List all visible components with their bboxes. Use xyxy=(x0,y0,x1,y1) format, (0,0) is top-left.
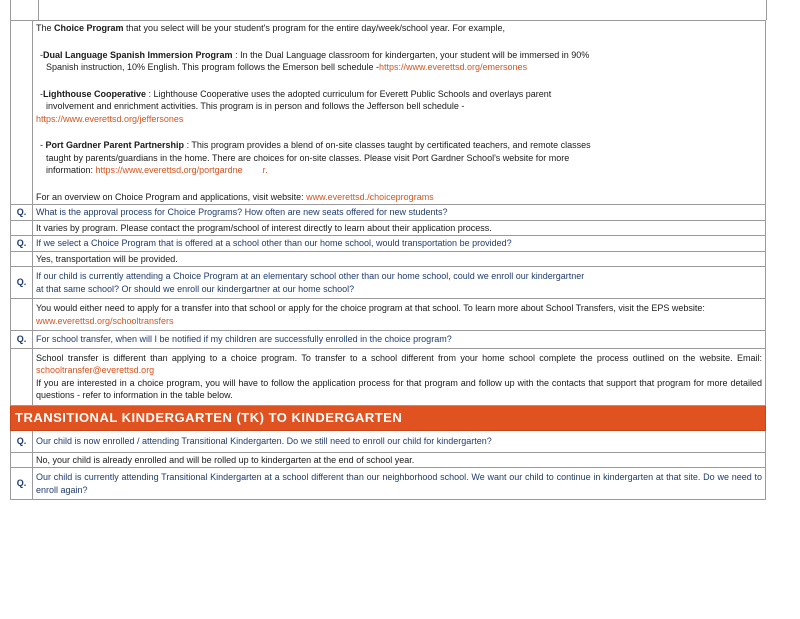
choice-program-cell xyxy=(33,21,766,205)
choice-programs-link[interactable]: www.everettsd./choiceprograms xyxy=(306,191,434,202)
question-row xyxy=(11,431,766,453)
question-marker: Q. xyxy=(11,331,33,349)
overview-line: For an overview on Choice Program and applications, visit website: www.everettsd./choiceprograms xyxy=(36,191,434,202)
answer-text: You would either need to apply for a transfer into that school or apply for the choice program at that school. To learn more about School Transfers, visit the EPS website: www.everettsd.org/schooltransfers xyxy=(33,299,766,331)
emerson-link[interactable]: https://www.everettsd.org/emersones xyxy=(379,62,528,72)
section-title: TRANSITIONAL KINDERGARTEN (TK) TO KINDERGARTEN xyxy=(11,405,766,431)
program-dual-language: -Dual Language Spanish Immersion Program : In the Dual Language classroom for kindergarten, your student will be immersed in 90% Spanish instruction, 10% English. This program follows the Emerson bell schedule -https://www.everettsd.org/emersones xyxy=(40,49,590,72)
answer-text: Yes, transportation will be provided. xyxy=(33,251,766,267)
question-text: What is the approval process for Choice Programs? How often are new seats offered for new students? xyxy=(33,205,766,221)
question-marker: Q. xyxy=(11,205,33,221)
section-header-row xyxy=(11,405,766,431)
answer-row xyxy=(11,220,766,236)
answer-row xyxy=(11,299,766,331)
question-marker: Q. xyxy=(11,236,33,252)
faq-table xyxy=(10,20,766,500)
question-text: If we select a Choice Program that is offered at a school other than our home school, would transportation be provided? xyxy=(33,236,766,252)
choice-program-row xyxy=(11,21,766,205)
question-marker: Q. xyxy=(11,468,33,500)
question-text: Our child is currently attending Transitional Kindergarten at a school different than our neighborhood school. We want our child to continue in kindergarten at that site. Do we need to enroll again? xyxy=(33,468,766,500)
question-marker: Q. xyxy=(11,267,33,299)
question-text: Our child is now enrolled / attending Transitional Kindergarten. Do we still need to enroll our child for kindergarten? xyxy=(33,431,766,453)
question-row xyxy=(11,331,766,349)
table-top-border xyxy=(10,0,767,20)
answer-row xyxy=(11,452,766,468)
answer-row xyxy=(11,348,766,405)
answer-text: It varies by program. Please contact the program/school of interest directly to learn about their application process. xyxy=(33,220,766,236)
school-transfer-email[interactable]: schooltransfer@everettsd.org xyxy=(36,365,155,375)
answer-text: No, your child is already enrolled and will be rolled up to kindergarten at the end of school year. xyxy=(33,452,766,468)
question-text: If our child is currently attending a Choice Program at an elementary school other than our home school, could we enroll our kindergartner at that same school? Or should we enroll our kindergartner at our home school? xyxy=(33,267,766,299)
program-lighthouse: -Lighthouse Cooperative : Lighthouse Cooperative uses the adopted curriculum for Everett Public Schools and overlays parent involvement and enrichment activities. This program is in person and follows the Jefferson bell schedule - https://www.everettsd.org/jeffersones xyxy=(36,88,552,124)
answer-row xyxy=(11,251,766,267)
choice-intro: The Choice Program that you select will be your student's program for the entire day/week/school year. For example, xyxy=(36,23,505,33)
port-gardner-link[interactable]: https://www.everettsd.org/portgardne xyxy=(95,165,243,175)
question-marker: Q. xyxy=(11,431,33,453)
question-row xyxy=(11,236,766,252)
school-transfers-link[interactable]: www.everettsd.org/schooltransfers xyxy=(36,315,174,326)
question-row xyxy=(11,205,766,221)
program-port-gardner: - Port Gardner Parent Partnership : This program provides a blend of on-site classes taught by certificated teachers, and remote classes taught by parents/guardians in the home. There are choices for on-site classes. Please visit Port Gardner School's website for more information: https://www.everettsd.org/portgardne r. xyxy=(40,140,591,175)
jefferson-link[interactable]: https://www.everettsd.org/jeffersones xyxy=(36,113,184,124)
question-row xyxy=(11,267,766,299)
question-row xyxy=(11,468,766,500)
question-text: For school transfer, when will I be notified if my children are successfully enrolled in the choice program? xyxy=(33,331,766,349)
answer-text: School transfer is different than applying to a choice program. To transfer to a school different from your home school complete the process outlined on the website. Email: schooltransfer@everettsd.org If you are interested in a choice program, you will have to follow the application process for that program and follow up with the contacts that support that program for more detailed questions - refer to information in the table below. xyxy=(33,348,766,405)
